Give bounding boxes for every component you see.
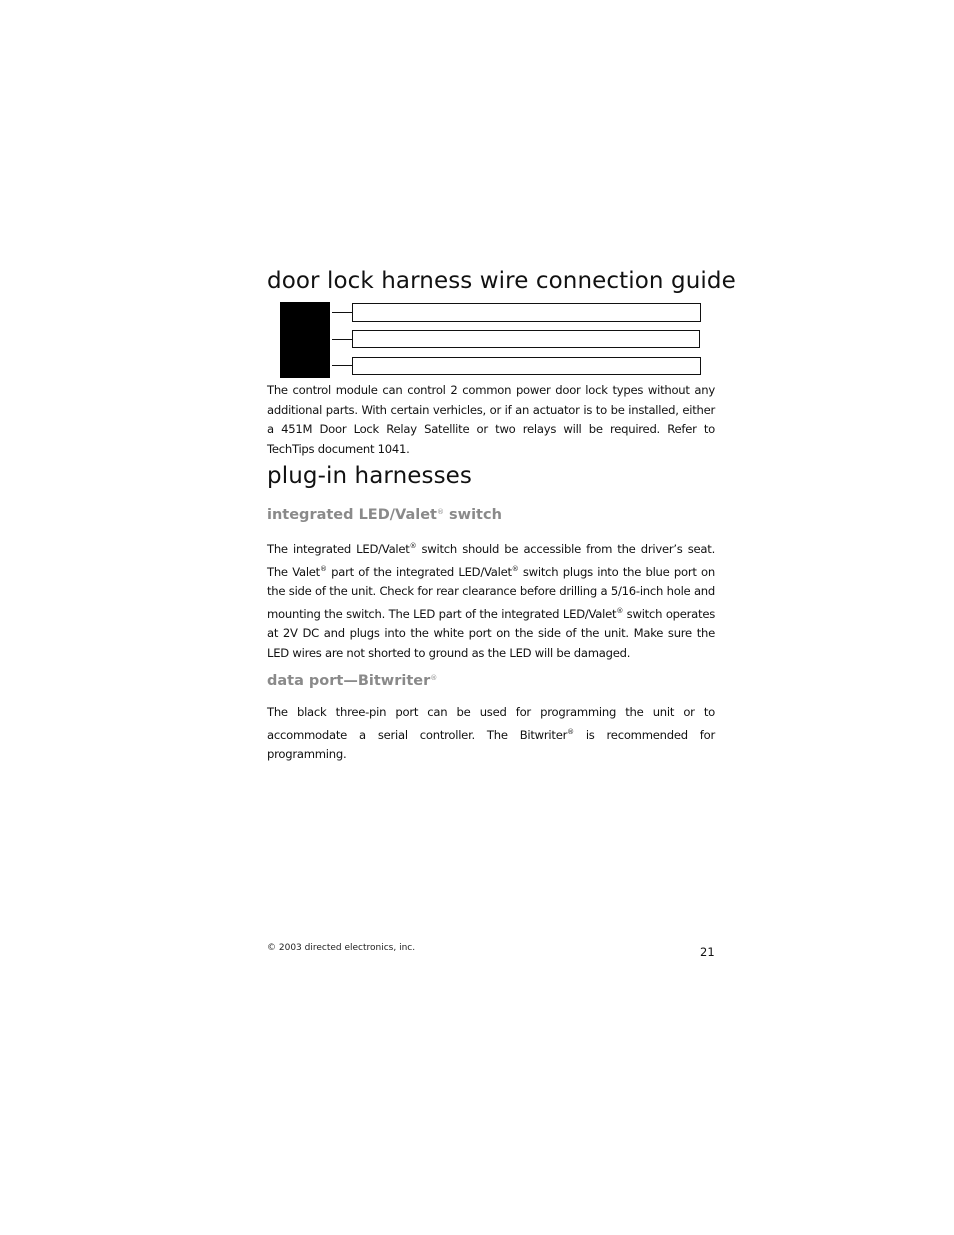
- wire-line-1: [332, 312, 352, 313]
- section-title-door-lock: door lock harness wire connection guide: [267, 268, 736, 294]
- wire-label-box-1: [352, 303, 701, 322]
- wire-line-2: [332, 339, 352, 340]
- harness-connector: [280, 302, 330, 378]
- led-valet-description: The integrated LED/Valet® switch should be accessible from the driver’s seat. The Valet® part of the integrated LED/Valet® switch plugs into the blue port on the side of the unit. Check for rear clearance before drilling a 5/16-inch hole and mounting the switch. The LED part of the integrated LED/Valet® switch operates at 2V DC and plugs into the white port on the side of the unit. Make sure the LED wires are not shorted to ground as the LED will be damaged.: [267, 542, 716, 660]
- section-title-plug-in-harnesses: plug-in harnesses: [267, 463, 472, 489]
- footer-copyright: © 2003 directed electronics, inc.: [267, 943, 416, 953]
- wire-line-3: [332, 365, 352, 366]
- door-lock-harness-diagram: [280, 302, 702, 378]
- wire-label-box-3: [352, 357, 701, 375]
- page-number: 21: [700, 945, 715, 959]
- subheading-led-valet: integrated LED/Valet® switch: [267, 507, 502, 523]
- door-lock-description: The control module can control 2 common power door lock types without any additional parts. With certain verhicles, or if an actuator is to be installed, either a 451M Door Lock Relay Satellite or two relays will be required. Refer to TechTips document 1041.: [267, 383, 715, 456]
- data-port-description: The black three-pin port can be used for programming the unit or to accommodate a serial controller. The Bitwriter® is recommended for programming.: [267, 705, 715, 761]
- subheading-data-port: data port—Bitwriter®: [267, 673, 438, 689]
- wire-label-box-2: [352, 330, 700, 348]
